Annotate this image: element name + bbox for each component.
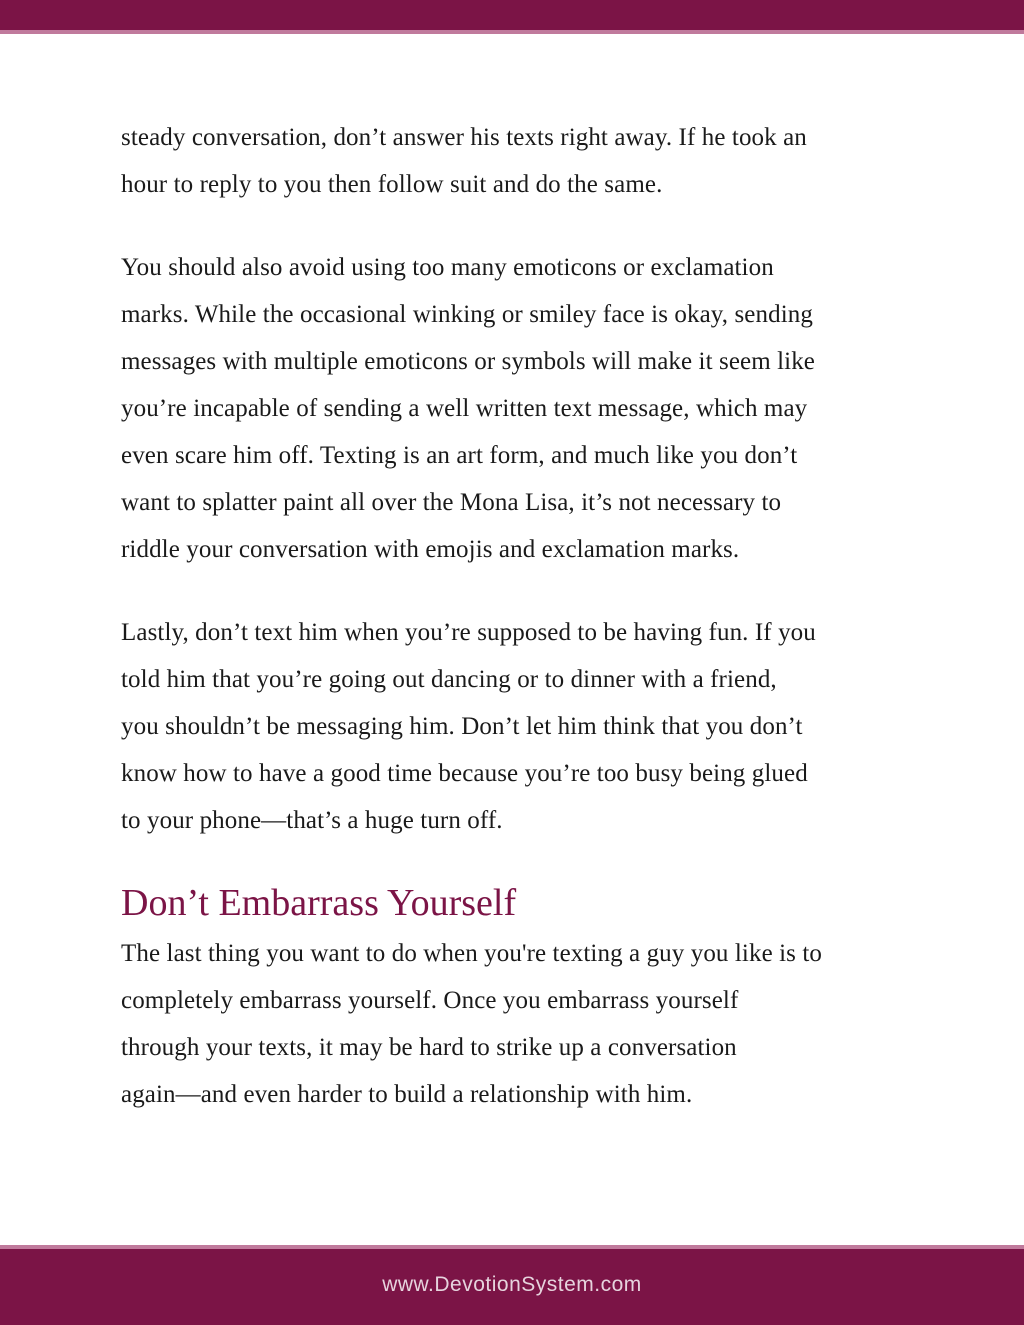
text-line: riddle your conversation with emojis and exclamation marks.	[121, 536, 740, 563]
paragraph-3	[121, 609, 921, 844]
text-line: know how to have a good time because you’re too busy being glued	[121, 760, 808, 787]
text-line: to your phone—that’s a huge turn off.	[121, 807, 503, 834]
text-line: completely embarrass yourself. Once you embarrass yourself	[121, 987, 739, 1014]
text-line: told him that you’re going out dancing or to dinner with a friend,	[121, 666, 777, 693]
text-line: You should also avoid using too many emoticons or exclamation	[121, 254, 774, 281]
section-heading: Don’t Embarrass Yourself	[121, 882, 517, 924]
footer-website-url: www.DevotionSystem.com	[382, 1273, 642, 1296]
text-line: marks. While the occasional winking or smiley face is okay, sending	[121, 301, 813, 328]
section-paragraph	[121, 930, 921, 1118]
text-line: again—and even harder to build a relationship with him.	[121, 1081, 693, 1108]
text-line: Lastly, don’t text him when you’re supposed to be having fun. If you	[121, 619, 816, 646]
text-line: want to splatter paint all over the Mona Lisa, it’s not necessary to	[121, 489, 782, 516]
text-line: messages with multiple emoticons or symbols will make it seem like	[121, 348, 816, 375]
text-line: steady conversation, don’t answer his texts right away. If he took an	[121, 124, 807, 151]
text-line: The last thing you want to do when you're texting a guy you like is to	[121, 940, 822, 967]
text-line: even scare him off. Texting is an art form, and much like you don’t	[121, 442, 798, 469]
page-content	[121, 114, 921, 1154]
text-line: hour to reply to you then follow suit and do the same.	[121, 171, 663, 198]
header-accent-line	[0, 30, 1024, 34]
text-line: you’re incapable of sending a well written text message, which may	[121, 395, 808, 422]
text-line: through your texts, it may be hard to strike up a conversation	[121, 1034, 737, 1061]
paragraph-2	[121, 244, 921, 573]
header-band	[0, 0, 1024, 30]
paragraph-1	[121, 114, 921, 208]
text-line: you shouldn’t be messaging him. Don’t let him think that you don’t	[121, 713, 803, 740]
